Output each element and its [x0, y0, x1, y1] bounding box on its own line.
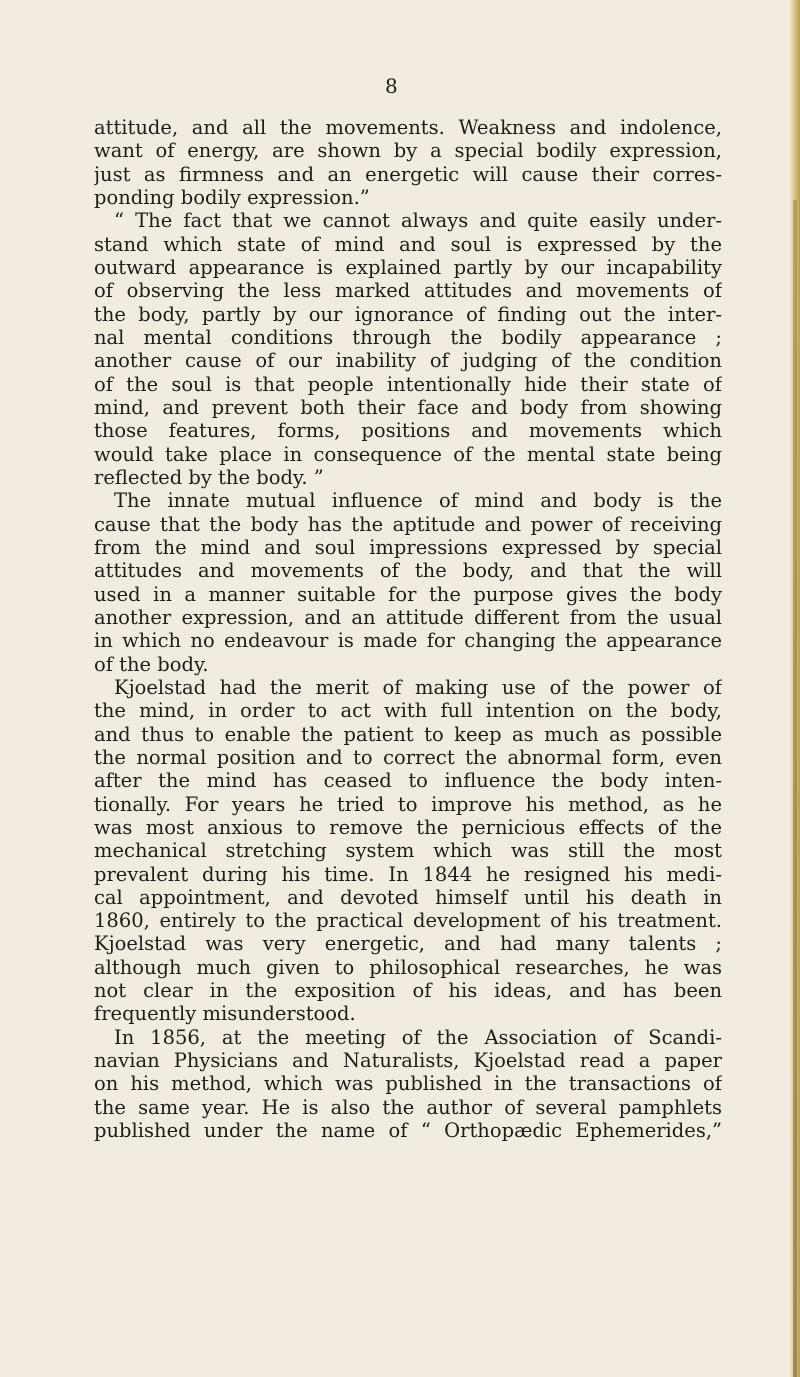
text-line: the mind, in order to act with full intention on the body, [94, 699, 722, 723]
text-line: prevalent during his time. In 1844 he resigned his medi- [94, 862, 722, 886]
text-line: reflected by the body. ” [94, 465, 324, 489]
text-line: The innate mutual influence of mind and body is the [114, 489, 722, 513]
text-line: stand which state of mind and soul is expressed by the [94, 232, 722, 256]
text-line: would take place in consequence of the mental state being [94, 442, 722, 466]
text-line: and thus to enable the patient to keep as much as possible [94, 722, 722, 746]
text-line: not clear in the exposition of his ideas, and has been [94, 979, 722, 1003]
text-line: nal mental conditions through the bodily appearance ; [94, 325, 722, 349]
text-line: those features, forms, positions and movements which [94, 419, 722, 443]
text-line: cause that the body has the aptitude and power of receiving [94, 512, 722, 536]
text-line: navian Physicians and Naturalists, Kjoelstad read a paper [94, 1049, 722, 1073]
text-line: Kjoelstad was very energetic, and had many talents ; [94, 932, 722, 956]
text-line: “ The fact that we cannot always and quite easily under- [114, 209, 722, 233]
text-line: after the mind has ceased to influence the body inten- [94, 769, 722, 793]
text-line: from the mind and soul impressions expressed by special [94, 535, 722, 559]
text-line: in which no endeavour is made for changing the appearance [94, 629, 722, 653]
text-line: mechanical stretching system which was still the most [94, 839, 722, 863]
text-line: the same year. He is also the author of several pamphlets [94, 1095, 722, 1119]
text-line: want of energy, are shown by a special bodily expression, [94, 139, 722, 163]
text-line: attitude, and all the movements. Weakness and indolence, [94, 116, 722, 139]
text-line: Kjoelstad had the merit of making use of the power of [114, 675, 722, 699]
text-line: outward appearance is explained partly by our incapability [94, 255, 722, 279]
text-line: of the soul is that people intentionally hide their state of [94, 372, 722, 396]
text-line: another cause of our inability of judging of the condition [94, 349, 722, 373]
text-line: attitudes and movements of the body, and that the will [94, 559, 722, 583]
text-line: of the body. [94, 652, 209, 676]
text-line: cal appointment, and devoted himself until his death in [94, 885, 722, 909]
text-line: of observing the less marked attitudes and movements of [94, 279, 722, 303]
page-edge-shadow [793, 200, 797, 1377]
page-number: 8 [385, 74, 399, 98]
body-text [94, 116, 722, 1142]
text-line: was most anxious to remove the pernicious effects of the [94, 815, 722, 839]
text-line: tionally. For years he tried to improve his method, as he [94, 792, 722, 816]
text-line: frequently misunderstood. [94, 1002, 356, 1026]
text-line: the normal position and to correct the abnormal form, even [94, 745, 722, 769]
text-line: on his method, which was published in the transactions of [94, 1072, 722, 1096]
text-line: mind, and prevent both their face and body from showing [94, 395, 722, 419]
text-line: ponding bodily expression.” [94, 185, 370, 209]
text-line: published under the name of “ Orthopædic Ephemerides,” [94, 1119, 722, 1143]
text-line: just as firmness and an energetic will cause their corres- [94, 162, 722, 186]
text-line: another expression, and an attitude different from the usual [94, 605, 722, 629]
text-line: used in a manner suitable for the purpose gives the body [94, 582, 722, 606]
text-line: although much given to philosophical researches, he was [94, 955, 722, 979]
text-line: the body, partly by our ignorance of finding out the inter- [94, 302, 722, 326]
text-line: In 1856, at the meeting of the Association of Scandi- [114, 1025, 722, 1049]
text-line: 1860, entirely to the practical development of his treatment. [94, 909, 722, 933]
